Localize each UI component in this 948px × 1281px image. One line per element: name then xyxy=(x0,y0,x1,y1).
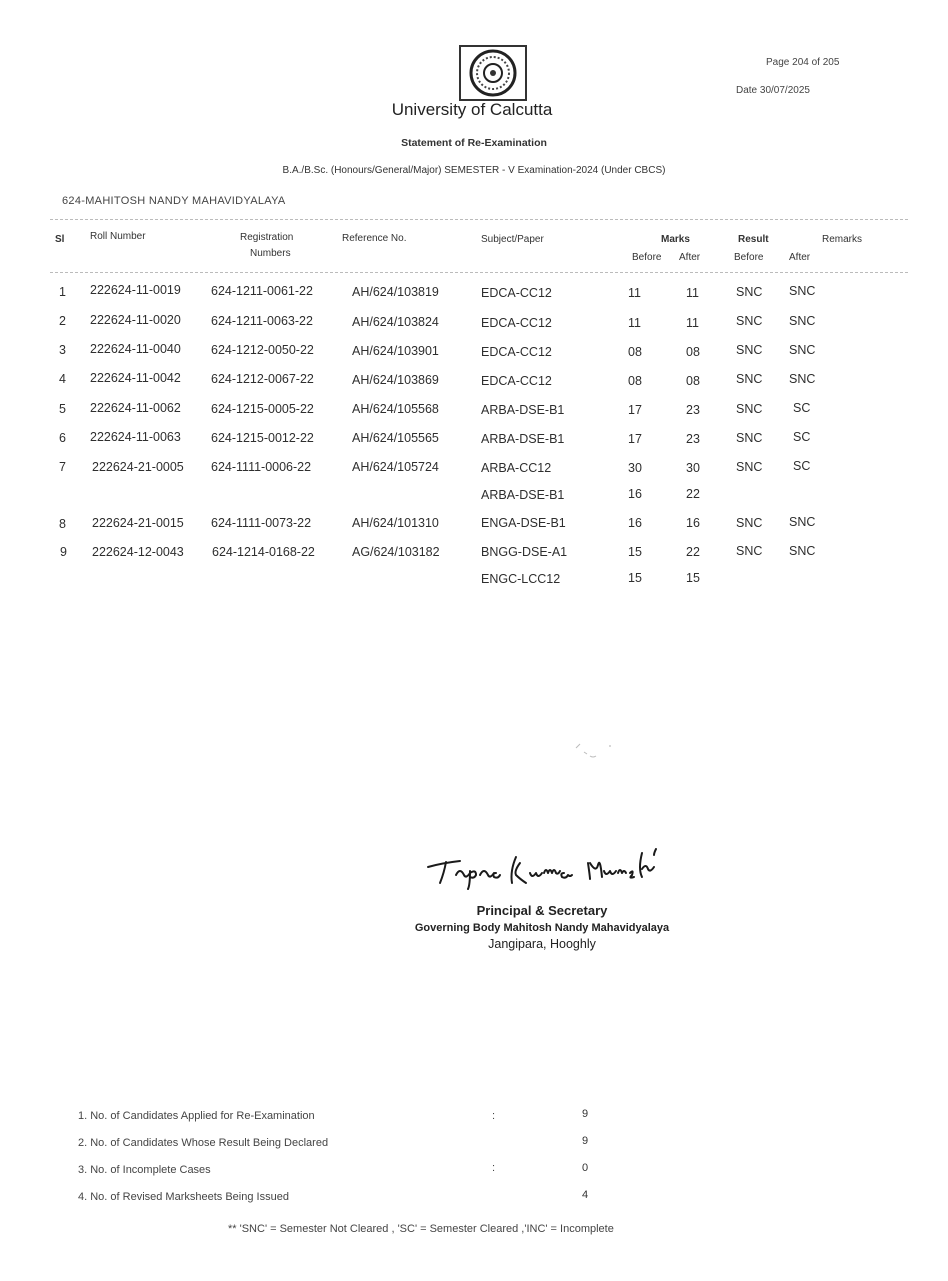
row-reg: 624-1211-0063-22 xyxy=(211,314,313,328)
row-marks-after: 11 xyxy=(686,316,699,330)
row-sl: 5 xyxy=(59,402,66,416)
row-sl: 4 xyxy=(59,372,66,386)
row-result-before: SNC xyxy=(736,431,763,445)
row-result-before: SNC xyxy=(736,516,763,530)
summary-value: 4 xyxy=(582,1189,589,1201)
row-ref: AH/624/103824 xyxy=(352,315,439,329)
row-result-before: SNC xyxy=(736,343,763,357)
row-result-after: SC xyxy=(793,459,811,473)
legend-note: ** 'SNC' = Semester Not Cleared , 'SC' = Semester Cleared ,'INC' = Incomplete xyxy=(228,1223,614,1235)
row-marks-before: 15 xyxy=(628,545,642,559)
row-sl: 6 xyxy=(59,431,66,445)
row-marks-before: 16 xyxy=(628,516,642,530)
row-result-before: SNC xyxy=(736,372,763,386)
row-subject: EDCA-CC12 xyxy=(481,374,552,388)
scan-smudge xyxy=(570,740,620,770)
signatory-location: Jangipara, Hooghly xyxy=(488,937,596,951)
row-reg: 624-1211-0061-22 xyxy=(211,284,313,298)
row-subject: ENGA-DSE-B1 xyxy=(481,516,566,530)
row-subject: EDCA-CC12 xyxy=(481,345,552,359)
row-marks-after: 22 xyxy=(686,545,700,559)
row-marks-before: 11 xyxy=(628,316,641,330)
row-roll: 222624-21-0015 xyxy=(92,516,184,530)
handwritten-signature xyxy=(420,835,680,895)
summary-value: 0 xyxy=(582,1162,589,1174)
row-result-after: SC xyxy=(793,401,811,415)
summary-value: 9 xyxy=(582,1135,589,1147)
row-marks-before: 16 xyxy=(628,487,642,501)
col-marks-before: Before xyxy=(632,252,662,263)
university-title: University of Calcutta xyxy=(391,100,553,119)
row-sl: 2 xyxy=(59,314,66,328)
row-sl: 7 xyxy=(59,460,66,474)
row-result-after: SNC xyxy=(789,372,816,386)
row-subject: ENGC-LCC12 xyxy=(481,572,561,586)
row-sl: 1 xyxy=(59,285,66,299)
row-marks-after: 08 xyxy=(686,345,700,359)
row-roll: 222624-11-0062 xyxy=(90,401,181,415)
row-subject: ARBA-CC12 xyxy=(481,461,552,475)
col-result: Result xyxy=(738,234,769,245)
col-marks-after: After xyxy=(679,252,701,263)
row-marks-after: 23 xyxy=(686,403,700,417)
row-reg: 624-1111-0006-22 xyxy=(211,460,312,474)
row-result-before: SNC xyxy=(736,314,763,328)
row-marks-after: 11 xyxy=(686,286,699,300)
col-result-before: Before xyxy=(734,252,764,263)
col-marks: Marks xyxy=(661,234,690,245)
col-reference: Reference No. xyxy=(342,233,407,244)
row-marks-after: 30 xyxy=(686,461,700,475)
row-marks-before: 17 xyxy=(628,432,642,446)
row-subject: EDCA-CC12 xyxy=(481,286,552,300)
row-marks-after: 15 xyxy=(686,571,700,585)
row-marks-before: 17 xyxy=(628,403,642,417)
row-sl: 8 xyxy=(59,517,66,531)
row-result-after: SNC xyxy=(789,314,816,328)
report-date: Date 30/07/2025 xyxy=(736,85,810,96)
row-result-after: SNC xyxy=(789,343,816,357)
statement-title: Statement of Re-Examination xyxy=(401,137,547,149)
page-number: Page 204 of 205 xyxy=(766,57,840,68)
signatory-organisation: Governing Body Mahitosh Nandy Mahavidyalaya xyxy=(414,922,670,934)
row-roll: 222624-11-0020 xyxy=(90,313,181,327)
university-seal-logo xyxy=(458,44,528,102)
row-subject: ARBA-DSE-B1 xyxy=(481,403,565,417)
col-registration-numbers: Numbers xyxy=(250,248,291,259)
row-marks-after: 22 xyxy=(686,487,700,501)
row-subject: ARBA-DSE-B1 xyxy=(481,488,565,502)
row-marks-before: 11 xyxy=(628,286,641,300)
row-marks-after: 08 xyxy=(686,374,700,388)
row-ref: AH/624/101310 xyxy=(352,516,439,530)
row-subject: EDCA-CC12 xyxy=(481,316,552,330)
row-reg: 624-1111-0073-22 xyxy=(211,516,312,530)
row-ref: AH/624/103819 xyxy=(352,285,439,299)
college-name: 624-MAHITOSH NANDY MAHAVIDYALAYA xyxy=(62,195,286,207)
row-roll: 222624-11-0063 xyxy=(90,430,181,444)
summary-label: 2. No. of Candidates Whose Result Being Declared xyxy=(78,1137,329,1149)
col-registration: Registration xyxy=(240,232,294,243)
row-result-before: SNC xyxy=(736,285,763,299)
row-ref: AG/624/103182 xyxy=(352,545,440,559)
row-marks-before: 08 xyxy=(628,374,642,388)
col-remarks: Remarks xyxy=(822,234,863,245)
signatory-title: Principal & Secretary xyxy=(476,903,608,918)
header-divider-bottom xyxy=(50,272,908,273)
row-result-after: SNC xyxy=(789,284,816,298)
row-sl: 9 xyxy=(60,545,67,559)
row-roll: 222624-21-0005 xyxy=(92,460,184,474)
summary-sep: : xyxy=(492,1162,496,1174)
row-ref: AH/624/103869 xyxy=(352,373,439,387)
row-result-before: SNC xyxy=(736,544,763,558)
row-reg: 624-1215-0012-22 xyxy=(211,431,314,445)
row-result-before: SNC xyxy=(736,402,763,416)
row-roll: 222624-11-0042 xyxy=(90,371,181,385)
row-reg: 624-1214-0168-22 xyxy=(212,545,315,559)
row-result-after: SNC xyxy=(789,515,816,529)
header-divider-top xyxy=(50,219,908,220)
col-subject: Subject/Paper xyxy=(481,234,544,245)
row-result-after: SC xyxy=(793,430,811,444)
col-sl: Sl xyxy=(55,234,65,245)
row-marks-before: 15 xyxy=(628,571,642,585)
row-marks-before: 08 xyxy=(628,345,642,359)
row-reg: 624-1212-0050-22 xyxy=(211,343,314,357)
row-roll: 222624-12-0043 xyxy=(92,545,184,559)
row-reg: 624-1215-0005-22 xyxy=(211,402,314,416)
summary-label: 1. No. of Candidates Applied for Re-Examination xyxy=(78,1110,315,1122)
summary-label: 4. No. of Revised Marksheets Being Issued xyxy=(78,1191,289,1203)
row-ref: AH/624/105724 xyxy=(352,460,439,474)
row-subject: ARBA-DSE-B1 xyxy=(481,432,565,446)
summary-value: 9 xyxy=(582,1108,589,1120)
row-ref: AH/624/105568 xyxy=(352,402,439,416)
row-marks-before: 30 xyxy=(628,461,642,475)
col-roll-number: Roll Number xyxy=(90,231,146,242)
row-marks-after: 23 xyxy=(686,432,700,446)
exam-title: B.A./B.Sc. (Honours/General/Major) SEMESTER - V Examination-2024 (Under CBCS) xyxy=(282,165,666,176)
row-ref: AH/624/105565 xyxy=(352,431,439,445)
row-result-after: SNC xyxy=(789,544,816,558)
row-roll: 222624-11-0019 xyxy=(90,283,181,297)
summary-sep: : xyxy=(492,1110,496,1122)
row-roll: 222624-11-0040 xyxy=(90,342,181,356)
row-ref: AH/624/103901 xyxy=(352,344,439,358)
summary-label: 3. No. of Incomplete Cases xyxy=(78,1164,211,1176)
col-result-after: After xyxy=(789,252,811,263)
row-reg: 624-1212-0067-22 xyxy=(211,372,314,386)
row-subject: BNGG-DSE-A1 xyxy=(481,545,568,559)
row-result-before: SNC xyxy=(736,460,763,474)
row-sl: 3 xyxy=(59,343,66,357)
row-marks-after: 16 xyxy=(686,516,700,530)
